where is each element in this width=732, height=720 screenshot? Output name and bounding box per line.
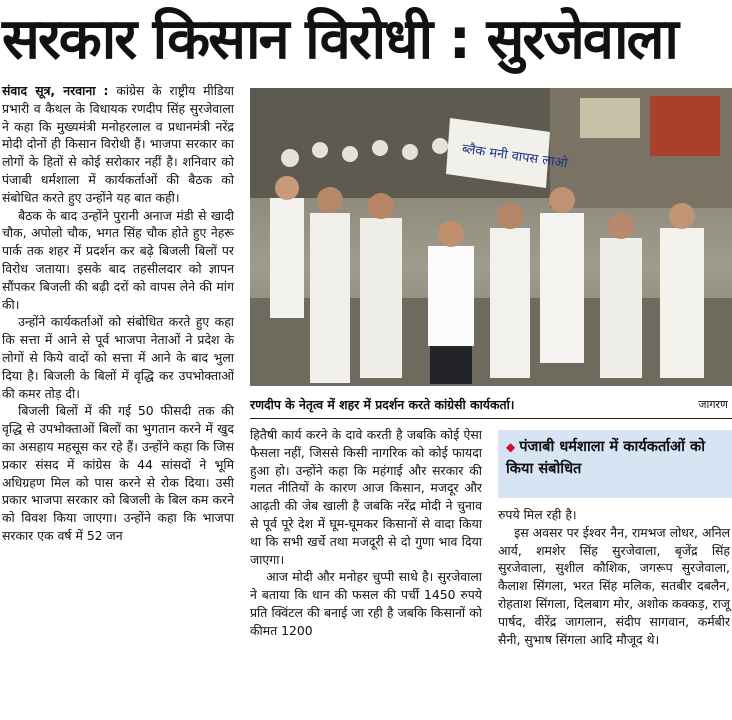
caption-divider [250,418,732,419]
caption-text: रणदीप के नेतृत्व में शहर में प्रदर्शन करते कांग्रेसी कार्यकर्ता। [250,397,515,412]
article-column-2 [250,426,482,640]
news-photo [250,88,732,386]
subheading [506,436,726,480]
diamond-bullet-icon: ◆ [506,440,516,454]
article-paragraph [2,82,234,207]
article-column-1 [2,82,234,545]
banner-text: ब्लैक मनी वापस लाओ [461,141,569,172]
subheading-box [498,430,732,498]
article-paragraph: आज मोदी और मनोहर चुप्पी साधे है। सुरजेवाला ने बताया कि धान की फसल की पर्ची 1450 रुपये प्रति क्विंटल की बनाई जा रही है जबकि किसानों को कीमत 1200 [250,569,482,638]
paragraph-text: कांग्रेस के राष्ट्रीय मीडिया प्रभारी व कैथल के विधायक रणदीप सिंह सुरजेवाला ने कहा कि मुख्यमंत्री मनोहरलाल व प्रधानमंत्री नरेंद्र मोदी दोनों ही किसान विरोधी हैं। भाजपा सरकार का लोगों के हितों से कोई सरोकार नहीं है। शनिवार को पंजाबी धर्मशाला में कार्यकर्ताओं की बैठक को संबोधित करते हुए उन्होंने यह बात कही। [2,83,234,205]
headline: सरकार किसान विरोधी : सुरजेवाला [2,7,677,72]
dateline: संवाद सूत्र, नरवाना : [2,83,109,98]
article-paragraph: उन्होंने कार्यकर्ताओं को संबोधित करते हुए कहा कि सत्ता में आने से पूर्व भाजपा नेताओं ने प्रदेश के लोगों से किये वादों को सत्ता में आने के बाद भुला दिया है। बिजली के बिलों में वृद्धि कर उपभोक्ताओं की कमर तोड़ दी। [2,314,234,401]
article-paragraph: हितैषी कार्य करने के दावे करती है जबकि कोई ऐसा फैसला नहीं, जिससे किसी नागरिक को कोई फायदा हुआ हो। उन्होंने कहा कि महंगाई और सरकार की गलत नीतियों के कारण आज किसान, मजदूर और आढ़ती की जेब खाली है जबकि नरेंद्र मोदी ने चुनाव से पूर्व पूरे देश में घूम-घूमकर किसानों से वादा किया था कि सभी खर्चे तथा मजदूरी से दो गुणा भाव दिया जाएगा। [250,427,482,567]
article-paragraph: इस अवसर पर ईश्वर नैन, रामभज लोधर, अनिल आर्य, शमशेर सिंह सुरजेवाला, बृजेंद्र सिंह सुरजेवाला, सुशील कौशिक, जगरूप सुरजेवाला, कैलाश सिंगला, भरत सिंह मलिक, सतबीर दबलैन, रोहताश सिंगला, दिलबाग मोर, अशोक कक्कड़, राजू पार्षद, वीरेंद्र जागलान, संदीप सागवान, कर्मबीर सैनी, सुभाष सिंगला आदि मौजूद थे। [498,524,730,647]
photo-caption [250,394,732,416]
article-paragraph: बैठक के बाद उन्होंने पुरानी अनाज मंडी से खादी चौक, अपोलो चौक, भगत सिंह चौक होते हुए नेहरू पार्क तक शहर में प्रदर्शन कर बढ़े बिजली बिलों पर विरोध जताया। इसके बाद तहसीलदार को ज्ञापन सौंपकर बिजली की बढ़ी दरों को वापस लेने की मांग की। [2,207,234,312]
subheading-text: पंजाबी धर्मशाला में कार्यकर्ताओं को किया संबोधित [506,438,706,477]
protest-march-illustration [250,88,732,386]
article-column-3 [498,506,730,648]
article-paragraph: बिजली बिलों में की गई 50 फीसदी तक की वृद्धि से उपभोक्ताओं बिलों का भुगतान करने में खुद का असहाय महसूस कर रहे हैं। उन्होंने कहा कि जिस प्रकार संसद में कांग्रेस के 44 सांसदों ने भूमि अधिग्रहण मिल को पास करने से रोक दिया। उसी प्रकार भाजपा सरकार को बिजली के बिल कम करने को विवश किया जाएगा। उन्होंने कहा कि भाजपा सरकार एक वर्ष में 52 जन [2,403,234,543]
photo-credit: जागरण [698,398,728,411]
article-paragraph: रुपये मिल रही है। [498,507,577,522]
